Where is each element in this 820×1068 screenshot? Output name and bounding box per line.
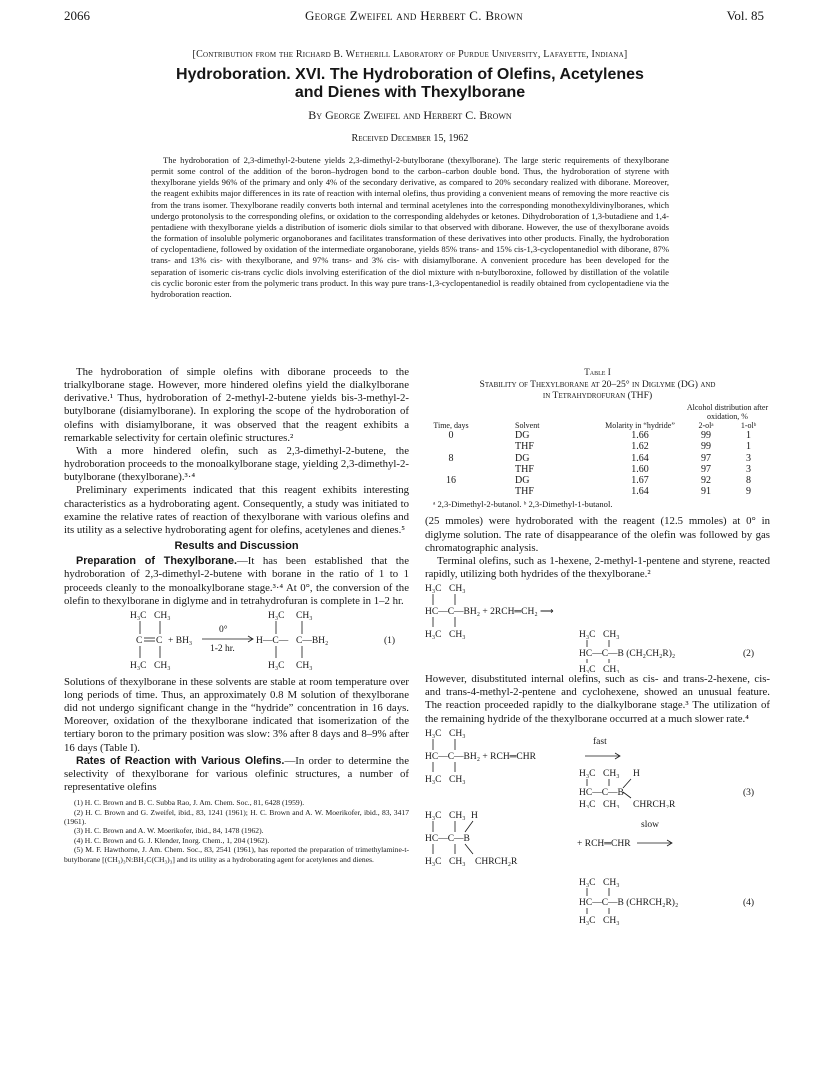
eq1-h3c-bottom-right: H₃C — [268, 660, 285, 671]
svg-text:C: C — [156, 635, 163, 646]
cell-1-ol: 3 — [746, 452, 752, 464]
eq2-product-h3c-bottom: H₃C — [579, 665, 596, 674]
cell-solvent: THF — [515, 463, 534, 475]
header-time: Time, days — [433, 421, 469, 431]
eq4-plus: + RCH═CHR — [577, 838, 631, 849]
intro-paragraph-1: The hydroboration of simple olefins with diborane proceeds to the trialkylborane stage. However, more hindered olefins yield the dialkylborane derivative.¹ Thus, hydroboration of 2-methyl-2-butene yields bis-3-methyl-2-butylborane (disiamylborane). In exploring the scope of the hydroboration of olefins with disiamylborane, it was observed that the reagent exhibits a remarkable selectivity for certain olefinic structures.² — [64, 366, 409, 444]
eq4-product-h3c-top: H₃C — [579, 877, 596, 888]
eq1-ch3-top-right: CH₃ — [296, 610, 313, 621]
cell-2-ol: 99 — [701, 430, 712, 442]
running-authors: George Zweifel and Herbert C. Brown — [304, 8, 523, 23]
left-column — [64, 366, 409, 864]
header-1-ol: 1-olᵇ — [740, 421, 757, 431]
footnote-3: (3) H. C. Brown and A. W. Moerikofer, ibid., 84, 1478 (1962). — [74, 826, 264, 836]
eq2-number: (2) — [743, 649, 755, 660]
title-line-2: and Dienes with Thexylborane — [294, 84, 526, 101]
cell-solvent: THF — [515, 486, 534, 498]
preparation-text: —It has been established that the hydroboration of 2,3-dimethyl-2-butene with borane in the ratio of 1 to 1 proceeds cleanly to the monoalkylborane stage.³·⁴ At 0°, the conversion of the olefin to thexylborane in diglyme and in tetrahydrofuran is complete in 1–2 hr. — [64, 555, 409, 607]
eq4-number: (4) — [743, 897, 755, 908]
eq3-product-h3c-bottom: H₃C — [579, 799, 596, 808]
eq4-ch3-top: CH₃ — [449, 810, 466, 821]
table-title-line-1: Stability of Thexylborane at 20–25° in Diglyme (DG) and — [479, 379, 716, 391]
eq1-time: 1-2 hr. — [210, 643, 235, 654]
footnote-2: (2) H. C. Brown and G. Zweifel, ibid., 83, 1241 (1961); H. C. Brown and A. W. Moerikofer, ibid., 83, 3417 (1961). — [64, 807, 409, 827]
footnote-4: (4) H. C. Brown and G. J. Klender, Inorg. Chem., 1, 204 (1962). — [74, 835, 270, 845]
cell-molarity: 1.64 — [631, 486, 649, 498]
eq1-ch3-bottom-right: CH₃ — [296, 660, 313, 671]
table-footnote: ᵃ 2,3-Dimethyl-2-butanol. ᵇ 2,3-Dimethyl-1-butanol. — [433, 499, 613, 510]
eq2-h3c-top: H₃C — [425, 584, 442, 595]
right-paragraph-1: (25 mmoles) were hydroborated with the reagent (12.5 mmoles) at 0° in diglyme solution. The rate of disappearance of the olefin was followed by gas chromatographic analysis. — [425, 515, 770, 554]
cell-2-ol: 91 — [701, 486, 712, 498]
eq2-h3c-bottom: H₃C — [425, 630, 442, 641]
cell-time — [425, 486, 477, 497]
cell-time: 0 — [448, 430, 454, 442]
header-molarity: Molarity in “hydride” — [605, 421, 675, 431]
eq1-h3c-bottom-left: H₃C — [130, 660, 147, 671]
table-caption: Table I — [584, 367, 611, 377]
stability-table — [425, 403, 770, 497]
cell-solvent: DG — [515, 430, 530, 442]
eq3-number: (3) — [743, 787, 755, 798]
cell-1-ol: 1 — [746, 430, 752, 442]
eq3-h3c-bottom: H₃C — [425, 774, 442, 785]
eq1-ch3-bottom-left: CH₃ — [154, 660, 171, 671]
cell-2-ol: 97 — [701, 463, 712, 475]
eq1-number: (1) — [384, 635, 396, 646]
abstract — [151, 155, 669, 300]
table-row — [425, 486, 770, 497]
title-line-1: Hydroboration. XVI. The Hydroboration of Olefins, Acetylenes — [176, 66, 644, 83]
footnote-1: (1) H. C. Brown and B. C. Subba Rao, J. Am. Chem. Soc., 81, 6428 (1959). — [74, 798, 305, 808]
stability-paragraph: Solutions of thexylborane in these solvents are stable at room temperature over long periods of time. Thus, an approximately 0.8 M solution of thexylborane did not undergo significant change in the “hydride” concentration in 16 days. Moreover, oxidation of the thexylborane indicated that isomerization of the tertiary boron to the primary position was slow: 3% after 8 days and 8–9% after 16 days (Table I). — [64, 675, 409, 754]
eq4-reactant: HC—C—B — [425, 833, 470, 844]
eq2-ch3-top: CH₃ — [449, 584, 466, 595]
eq4-product: HC—C—B (CHRCH₂R)₂ — [579, 897, 679, 908]
equation-1-structure — [64, 608, 409, 676]
right-paragraph-3: However, disubstituted internal olefins, such as cis- and trans-2-hexene, cis- and trans-4-methyl-2-pentene and cyclohexene, showed an unusual feature. The reaction proceeded rapidly to the dialkylborane stage.³ The utilization of the remaining hydride of the thexylborane occurred at a much slower rate.⁴ — [425, 673, 770, 725]
eq1-product-left: H—C— — [256, 635, 289, 646]
cell-time: 8 — [448, 452, 454, 464]
eq3-h3c-top: H₃C — [425, 728, 442, 739]
eq4-h: H — [471, 810, 478, 821]
cell-1-ol: 1 — [746, 441, 752, 453]
equation-2-structure — [425, 581, 770, 673]
footnote-5: (5) M. F. Hawthorne, J. Am. Chem. Soc., 83, 2541 (1961), has reported the preparation of trimethylamine-t-butylborane [(CH₃)₃N:BH₂C(CH₃)₃] and its utility as a hydroborating agent for acetylenes and dienes. — [64, 845, 409, 864]
cell-molarity: 1.67 — [631, 474, 649, 486]
preparation-paragraph — [64, 555, 409, 608]
eq4-h3c-bottom: H₃C — [425, 856, 442, 867]
page-number: 2066 — [64, 8, 90, 23]
eq3-ch3-bottom: CH₃ — [449, 774, 466, 785]
eq2-reactant: HC—C—BH₂ + 2RCH═CH₂ ⟶ — [425, 607, 554, 618]
eq3-ch3-top: CH₃ — [449, 728, 466, 739]
eq4-chrch2r: CHRCH₂R — [475, 856, 518, 867]
eq3-product-chrch2r: CHRCH₂R — [633, 799, 676, 808]
rates-text: —In order to determine the selectivity of thexylborane for various olefinic structures, a number of representative olefins — [64, 754, 409, 794]
header-2-ol: 2-olᵃ — [698, 421, 714, 431]
cell-1-ol: 3 — [746, 463, 752, 475]
intro-paragraph-2: With a more hindered olefin, such as 2,3-dimethyl-2-butene, the hydroboration proceeds to the monoalkylborane stage, yielding 2,3-dimethyl-2-butylborane (thexylborane).³·⁴ — [64, 444, 409, 484]
right-paragraph-2: Terminal olefins, such as 1-hexene, 2-methyl-1-pentene and styrene, reacted rapidly, utilizing both hydrides of the thexylborane.² — [425, 554, 770, 580]
eq4-product-ch3-top: CH₃ — [603, 877, 620, 888]
article-title — [0, 66, 820, 102]
cell-1-ol: 8 — [746, 474, 752, 486]
equation-1 — [64, 608, 409, 676]
header-solvent: Solvent — [515, 421, 540, 431]
equation-3-structure — [425, 726, 770, 808]
table-row — [425, 430, 770, 441]
cell-1-ol: 9 — [746, 486, 752, 498]
right-column — [425, 366, 770, 926]
eq3-fast: fast — [593, 736, 607, 747]
contribution-line: [Contribution from the Richard B. Wetherill Laboratory of Purdue University, Lafayette, Indiana] — [192, 49, 628, 60]
equation-3 — [425, 726, 770, 808]
table-row — [425, 441, 770, 452]
eq2-product: HC—C—B (CH₂CH₂R)₂ — [579, 649, 676, 660]
cell-solvent: THF — [515, 441, 534, 453]
eq3-reactant: HC—C—BH₂ + RCH═CHR — [425, 751, 536, 762]
cell-molarity: 1.66 — [631, 430, 649, 442]
eq1-temperature: 0° — [219, 624, 228, 635]
equation-2 — [425, 581, 770, 673]
header-distribution: Alcohol distribution after oxidation, % — [686, 403, 769, 422]
eq1-ch3-top-left: CH₃ — [154, 610, 171, 621]
cell-2-ol: 92 — [701, 474, 712, 486]
eq1-product-right: C—BH₂ — [296, 635, 329, 646]
eq4-h3c-top: H₃C — [425, 810, 442, 821]
cell-time — [425, 441, 477, 452]
cell-molarity: 1.60 — [631, 463, 649, 475]
cell-solvent: DG — [515, 452, 530, 464]
table-title-line-2: in Tetrahydrofuran (THF) — [542, 390, 653, 402]
eq2-ch3-bottom: CH₃ — [449, 630, 466, 641]
byline: By George Zweifel and Herbert C. Brown — [308, 108, 512, 122]
eq3-product-h3c-top: H₃C — [579, 768, 596, 779]
table-row — [425, 475, 770, 486]
runin-heading-rates: Rates of Reaction with Various Olefins. — [76, 754, 285, 767]
footnotes — [64, 798, 409, 864]
cell-solvent: DG — [515, 474, 530, 486]
eq1-h3c-top-right: H₃C — [268, 610, 285, 621]
eq2-product-ch3-top: CH₃ — [603, 630, 620, 641]
eq3-product: HC—C—B — [579, 787, 624, 798]
table-row — [425, 453, 770, 464]
eq4-product-ch3-bottom: CH₃ — [603, 915, 620, 926]
received-date: Received December 15, 1962 — [351, 133, 469, 144]
rates-paragraph — [64, 755, 409, 794]
cell-time: 16 — [446, 474, 456, 486]
eq3-product-ch3-top: CH₃ — [603, 768, 620, 779]
running-header — [64, 8, 764, 26]
equation-4-structure — [425, 808, 770, 926]
svg-text:C: C — [136, 635, 143, 646]
eq4-product-h3c-bottom: H₃C — [579, 915, 596, 926]
eq4-ch3-bottom: CH₃ — [449, 856, 466, 867]
cell-molarity: 1.62 — [631, 441, 649, 453]
eq1-h3c-top-left: H₃C — [130, 610, 147, 621]
volume-label: Vol. 85 — [726, 8, 764, 23]
equation-4 — [425, 808, 770, 926]
section-heading: Results and Discussion — [174, 540, 299, 553]
eq4-slow: slow — [641, 819, 659, 830]
eq2-product-ch3-bottom: CH₃ — [603, 665, 620, 674]
eq1-plus-bh3: + BH₃ — [168, 635, 193, 646]
intro-paragraph-3: Preliminary experiments indicated that this reagent exhibits interesting characteristics as a hydroborating agent. Consequently, a study was initiated to examine the relative rates of reaction of thexylborane with various olefins and its utility as a selective hydroborating agent for olefins, acetylenes and dienes.⁵ — [64, 484, 409, 536]
eq3-product-h: H — [633, 768, 640, 779]
cell-time — [425, 464, 477, 475]
runin-heading-preparation: Preparation of Thexylborane. — [76, 555, 237, 568]
abstract-text: The hydroboration of 2,3-dimethyl-2-butene yields 2,3-dimethyl-2-butylborane (thexylborane). The large steric requirements of thexylborane permit some control of the addition of the boron–hydrogen bond to the carbon–carbon double bond. Thus, the hydroboration of styrene with thexylborane yields 96% of the primary and only 4% of the secondary derivative, as compared to 20% secondary realized with diborane. Moreover, the reagent exhibits major differences in its rate of reaction with internal olefins, thus providing a convenient means of removing the more reactive cis from the trans isomer. Thexylborane readily converts both internal and terminal acetylenes into the corresponding monothexyldivinylboranes, which undergo protonolysis to the corresponding olefins, or oxidation to the corresponding aldehydes or ketones. Dihydroboration of 1,3-butadiene and 1,4-pentadiene with thexylborane yields a distribution of isomeric diols similar to that observed with diborane. However, the use of thexylborane avoids the formation of insoluble polymeric organoboranes and facilitates transformation of these derivatives into other products. Finally, the hydroboration of cyclopentadiene, followed by oxidation of the intermediate organoborane, yields 85% trans- and 15% cis-1,3-cyclopentanediol with diborane, 87% trans- and 13% cis- with thexylborane, and 97% trans- and 3% cis- with disiamylborane. A convenient procedure has been developed for the separation of isomeric cis-trans cyclic diols involving esterification of the diol mixture with n-butylboroxine, followed by distillation of the volatile cis cyclic boronic ester from the polymeric trans product. In this way pure trans-1,3-cyclopentanediol is readily obtained from cyclopentadiene via the hydroboration reaction. — [151, 155, 669, 299]
cell-2-ol: 97 — [701, 452, 712, 464]
table-row — [425, 464, 770, 475]
eq3-product-ch3-bottom: CH₃ — [603, 799, 620, 808]
eq2-product-h3c-top: H₃C — [579, 630, 596, 641]
cell-molarity: 1.64 — [631, 452, 649, 464]
cell-2-ol: 99 — [701, 441, 712, 453]
